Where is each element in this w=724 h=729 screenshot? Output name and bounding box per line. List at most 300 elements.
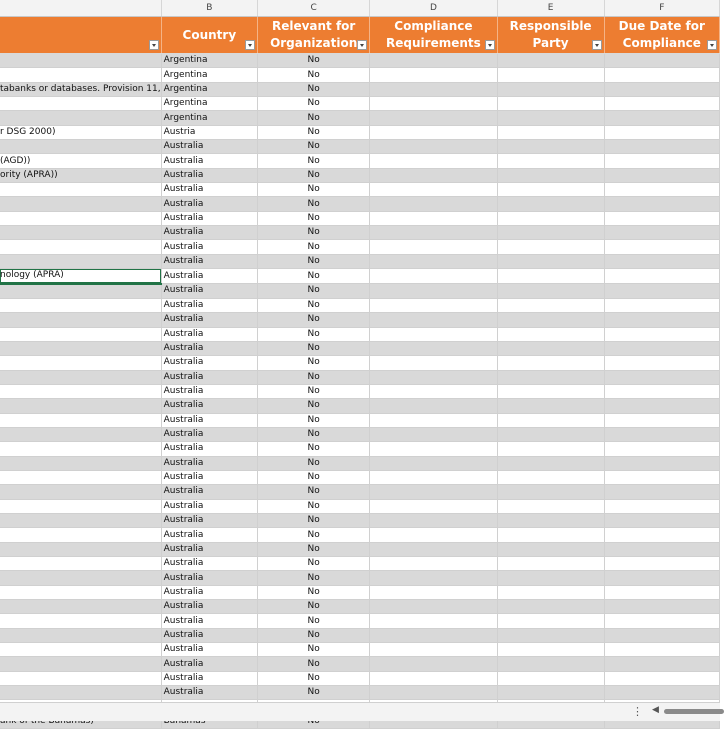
cell-requirements[interactable] (370, 226, 497, 240)
cell-requirements[interactable] (370, 628, 497, 642)
cell-name[interactable] (0, 470, 161, 484)
cell-party[interactable] (497, 68, 604, 82)
cell-name[interactable] (0, 643, 161, 657)
cell-party[interactable] (497, 140, 604, 154)
cell-party[interactable] (497, 111, 604, 125)
cell-country[interactable]: Australia (161, 197, 257, 211)
table-row (0, 600, 720, 614)
header-name[interactable] (0, 17, 161, 54)
cell-country[interactable]: Argentina (161, 54, 257, 68)
cell-due[interactable] (604, 341, 719, 355)
cell-name[interactable] (0, 557, 161, 571)
cell-party[interactable] (497, 154, 604, 168)
cell-party[interactable] (497, 254, 604, 268)
cell-country[interactable]: Australia (161, 254, 257, 268)
cell-name[interactable] (0, 657, 161, 671)
cell-due[interactable] (604, 168, 719, 182)
cell-requirements[interactable] (370, 97, 497, 111)
cell-party[interactable] (497, 628, 604, 642)
cell-due[interactable] (604, 485, 719, 499)
cell-relevant[interactable]: No (258, 154, 370, 168)
cell-name[interactable] (0, 254, 161, 268)
cell-relevant[interactable]: No (258, 442, 370, 456)
cell-due[interactable] (604, 600, 719, 614)
cell-due[interactable] (604, 284, 719, 299)
cell-party[interactable] (497, 327, 604, 341)
cell-name[interactable] (0, 442, 161, 456)
cell-relevant[interactable]: No (258, 240, 370, 254)
cell-due[interactable] (604, 327, 719, 341)
cell-name[interactable] (0, 298, 161, 312)
cell-party[interactable] (497, 456, 604, 470)
cell-party[interactable] (497, 442, 604, 456)
cell-due[interactable] (604, 111, 719, 125)
cell-country[interactable]: Australia (161, 442, 257, 456)
cell-party[interactable] (497, 600, 604, 614)
cell-country[interactable]: Australia (161, 384, 257, 398)
cell-relevant[interactable]: No (258, 226, 370, 240)
cell-requirements[interactable] (370, 671, 497, 685)
cell-requirements[interactable] (370, 341, 497, 355)
cell-relevant[interactable]: No (258, 97, 370, 111)
cell-relevant[interactable]: No (258, 197, 370, 211)
cell-requirements[interactable] (370, 442, 497, 456)
cell-name[interactable] (0, 499, 161, 513)
column-letter-c[interactable]: C (258, 0, 370, 17)
cell-name[interactable]: tabanks or databases. Provision 11, (0, 82, 161, 96)
cell-party[interactable] (497, 399, 604, 413)
cell-requirements[interactable] (370, 456, 497, 470)
filter-dropdown-icon[interactable] (485, 40, 495, 50)
cell-party[interactable] (497, 528, 604, 542)
cell-country[interactable]: Australia (161, 557, 257, 571)
cell-relevant[interactable]: No (258, 686, 370, 700)
cell-party[interactable] (497, 571, 604, 585)
cell-relevant[interactable]: No (258, 514, 370, 528)
cell-country[interactable]: Australia (161, 456, 257, 470)
cell-country[interactable]: Australia (161, 585, 257, 599)
cell-requirements[interactable] (370, 427, 497, 441)
cell-relevant[interactable]: No (258, 341, 370, 355)
cell-party[interactable] (497, 370, 604, 384)
filter-dropdown-icon[interactable] (149, 40, 159, 50)
cell-due[interactable] (604, 384, 719, 398)
cell-requirements[interactable] (370, 125, 497, 139)
cell-relevant[interactable]: No (258, 628, 370, 642)
cell-relevant[interactable]: No (258, 111, 370, 125)
cell-requirements[interactable] (370, 68, 497, 82)
cell-name[interactable] (0, 456, 161, 470)
cell-name[interactable] (0, 514, 161, 528)
cell-requirements[interactable] (370, 542, 497, 556)
cell-requirements[interactable] (370, 183, 497, 197)
cell-name[interactable] (0, 197, 161, 211)
cell-country[interactable]: Australia (161, 211, 257, 225)
column-letter-f[interactable]: F (604, 0, 719, 17)
cell-due[interactable] (604, 514, 719, 528)
cell-relevant[interactable]: No (258, 254, 370, 268)
cell-country[interactable]: Australia (161, 485, 257, 499)
table-row (0, 456, 720, 470)
cell-due[interactable] (604, 226, 719, 240)
cell-due[interactable] (604, 356, 719, 370)
column-letter-a[interactable] (0, 0, 161, 17)
cell-relevant[interactable]: No (258, 183, 370, 197)
cell-requirements[interactable] (370, 514, 497, 528)
horizontal-scrollbar[interactable] (664, 709, 724, 714)
cell-country[interactable]: Australia (161, 341, 257, 355)
cell-party[interactable] (497, 585, 604, 599)
cell-due[interactable] (604, 427, 719, 441)
cell-due[interactable] (604, 140, 719, 154)
cell-requirements[interactable] (370, 614, 497, 628)
cell-relevant[interactable]: No (258, 456, 370, 470)
cell-requirements[interactable] (370, 643, 497, 657)
cell-country[interactable]: Argentina (161, 82, 257, 96)
cell-name[interactable] (0, 413, 161, 427)
cell-party[interactable] (497, 686, 604, 700)
cell-requirements[interactable] (370, 600, 497, 614)
vertical-ellipsis-icon[interactable]: ⋮ (632, 705, 643, 718)
cell-relevant[interactable]: No (258, 657, 370, 671)
cell-party[interactable] (497, 313, 604, 327)
cell-relevant[interactable]: No (258, 585, 370, 599)
table-row (0, 82, 720, 96)
cell-country[interactable]: Australia (161, 226, 257, 240)
scroll-left-icon[interactable]: ◀ (652, 705, 659, 715)
cell-country[interactable]: Australia (161, 240, 257, 254)
cell-due[interactable] (604, 298, 719, 312)
filter-dropdown-icon[interactable] (707, 40, 717, 50)
cell-relevant[interactable]: No (258, 54, 370, 68)
cell-country[interactable]: Australia (161, 183, 257, 197)
cell-party[interactable] (497, 269, 604, 284)
cell-name[interactable] (0, 384, 161, 398)
cell-requirements[interactable] (370, 154, 497, 168)
cell-due[interactable] (604, 313, 719, 327)
cell-country[interactable]: Australia (161, 499, 257, 513)
cell-relevant[interactable]: No (258, 211, 370, 225)
cell-due[interactable] (604, 442, 719, 456)
cell-requirements[interactable] (370, 313, 497, 327)
cell-due[interactable] (604, 542, 719, 556)
cell-country[interactable]: Australia (161, 413, 257, 427)
cell-requirements[interactable] (370, 399, 497, 413)
cell-relevant[interactable]: No (258, 571, 370, 585)
cell-party[interactable] (497, 485, 604, 499)
cell-requirements[interactable] (370, 197, 497, 211)
cell-party[interactable] (497, 643, 604, 657)
cell-name[interactable]: ority (APRA)) (0, 168, 161, 182)
cell-relevant[interactable]: No (258, 643, 370, 657)
cell-requirements[interactable] (370, 571, 497, 585)
table-row (0, 284, 720, 299)
cell-relevant[interactable]: No (258, 125, 370, 139)
cell-name[interactable] (0, 600, 161, 614)
cell-party[interactable] (497, 341, 604, 355)
cell-due[interactable] (604, 183, 719, 197)
cell-country[interactable]: Australia (161, 298, 257, 312)
cell-name[interactable]: (AGD)) (0, 154, 161, 168)
cell-party[interactable] (497, 211, 604, 225)
cell-name[interactable] (0, 284, 161, 299)
cell-relevant[interactable]: No (258, 384, 370, 398)
cell-country[interactable]: Argentina (161, 111, 257, 125)
cell-party[interactable] (497, 240, 604, 254)
cell-country[interactable]: Australia (161, 370, 257, 384)
cell-requirements[interactable] (370, 384, 497, 398)
cell-country[interactable]: Australia (161, 628, 257, 642)
cell-requirements[interactable] (370, 485, 497, 499)
cell-country[interactable]: Australia (161, 671, 257, 685)
cell-country[interactable]: Australia (161, 643, 257, 657)
cell-name[interactable] (0, 211, 161, 225)
cell-country[interactable]: Australia (161, 614, 257, 628)
cell-requirements[interactable] (370, 298, 497, 312)
cell-party[interactable] (497, 298, 604, 312)
cell-name[interactable] (0, 240, 161, 254)
cell-requirements[interactable] (370, 686, 497, 700)
cell-due[interactable] (604, 97, 719, 111)
cell-due[interactable] (604, 671, 719, 685)
cell-country[interactable]: Australia (161, 427, 257, 441)
table-row (0, 614, 720, 628)
cell-relevant[interactable]: No (258, 399, 370, 413)
cell-due[interactable] (604, 628, 719, 642)
cell-name[interactable] (0, 686, 161, 700)
cell-due[interactable] (604, 125, 719, 139)
cell-relevant[interactable]: No (258, 327, 370, 341)
cell-country[interactable]: Australia (161, 600, 257, 614)
filter-dropdown-icon[interactable] (357, 40, 367, 50)
cell-relevant[interactable]: No (258, 671, 370, 685)
cell-name[interactable] (0, 54, 161, 68)
cell-relevant[interactable]: No (258, 427, 370, 441)
header-due[interactable] (604, 17, 719, 54)
cell-name[interactable] (0, 528, 161, 542)
cell-party[interactable] (497, 125, 604, 139)
cell-due[interactable] (604, 528, 719, 542)
cell-name[interactable] (0, 614, 161, 628)
cell-relevant[interactable]: No (258, 542, 370, 556)
cell-due[interactable] (604, 54, 719, 68)
cell-requirements[interactable] (370, 470, 497, 484)
cell-due[interactable] (604, 240, 719, 254)
cell-country[interactable]: Australia (161, 140, 257, 154)
cell-due[interactable] (604, 254, 719, 268)
cell-requirements[interactable] (370, 140, 497, 154)
cell-requirements[interactable] (370, 168, 497, 182)
cell-requirements[interactable] (370, 413, 497, 427)
cell-party[interactable] (497, 356, 604, 370)
cell-due[interactable] (604, 68, 719, 82)
cell-relevant[interactable]: No (258, 600, 370, 614)
cell-relevant[interactable]: No (258, 82, 370, 96)
cell-name[interactable] (0, 585, 161, 599)
cell-due[interactable] (604, 470, 719, 484)
cell-due[interactable] (604, 154, 719, 168)
filter-dropdown-icon[interactable] (245, 40, 255, 50)
cell-name[interactable] (0, 313, 161, 327)
cell-due[interactable] (604, 686, 719, 700)
cell-name[interactable] (0, 628, 161, 642)
column-letter-e[interactable]: E (497, 0, 604, 17)
cell-relevant[interactable]: No (258, 499, 370, 513)
header-country[interactable] (161, 17, 257, 54)
cell-party[interactable] (497, 82, 604, 96)
column-letter-d[interactable]: D (370, 0, 497, 17)
cell-requirements[interactable] (370, 528, 497, 542)
cell-relevant[interactable]: No (258, 298, 370, 312)
cell-name[interactable] (0, 327, 161, 341)
cell-relevant[interactable]: No (258, 168, 370, 182)
cell-country[interactable]: Australia (161, 470, 257, 484)
cell-party[interactable] (497, 427, 604, 441)
cell-party[interactable] (497, 614, 604, 628)
cell-name[interactable]: nology (APRA) (0, 269, 161, 284)
table-row (0, 254, 720, 268)
cell-due[interactable] (604, 614, 719, 628)
cell-due[interactable] (604, 571, 719, 585)
cell-requirements[interactable] (370, 284, 497, 299)
cell-requirements[interactable] (370, 82, 497, 96)
cell-requirements[interactable] (370, 499, 497, 513)
cell-name[interactable] (0, 226, 161, 240)
cell-party[interactable] (497, 226, 604, 240)
cell-relevant[interactable]: No (258, 485, 370, 499)
cell-relevant[interactable]: No (258, 284, 370, 299)
cell-relevant[interactable]: No (258, 356, 370, 370)
cell-name[interactable] (0, 542, 161, 556)
cell-due[interactable] (604, 585, 719, 599)
cell-country[interactable]: Australia (161, 686, 257, 700)
cell-country[interactable]: Australia (161, 154, 257, 168)
cell-country[interactable]: Australia (161, 542, 257, 556)
cell-name[interactable] (0, 571, 161, 585)
cell-country[interactable]: Australia (161, 571, 257, 585)
cell-country[interactable]: Australia (161, 168, 257, 182)
cell-party[interactable] (497, 284, 604, 299)
cell-country[interactable]: Austria (161, 125, 257, 139)
cell-requirements[interactable] (370, 356, 497, 370)
cell-country[interactable]: Australia (161, 327, 257, 341)
cell-country[interactable]: Australia (161, 657, 257, 671)
cell-requirements[interactable] (370, 54, 497, 68)
cell-relevant[interactable]: No (258, 370, 370, 384)
cell-due[interactable] (604, 211, 719, 225)
cell-due[interactable] (604, 557, 719, 571)
cell-requirements[interactable] (370, 254, 497, 268)
cell-party[interactable] (497, 514, 604, 528)
cell-requirements[interactable] (370, 211, 497, 225)
table-row (0, 125, 720, 139)
cell-country[interactable]: Australia (161, 514, 257, 528)
cell-name[interactable] (0, 671, 161, 685)
table-row (0, 485, 720, 499)
cell-country[interactable]: Australia (161, 528, 257, 542)
cell-name[interactable] (0, 370, 161, 384)
cell-party[interactable] (497, 54, 604, 68)
cell-party[interactable] (497, 657, 604, 671)
cell-relevant[interactable]: No (258, 528, 370, 542)
cell-name[interactable] (0, 140, 161, 154)
filter-dropdown-icon[interactable] (592, 40, 602, 50)
cell-name[interactable] (0, 97, 161, 111)
cell-name[interactable] (0, 399, 161, 413)
cell-party[interactable] (497, 413, 604, 427)
cell-party[interactable] (497, 470, 604, 484)
cell-relevant[interactable]: No (258, 470, 370, 484)
cell-party[interactable] (497, 557, 604, 571)
cell-party[interactable] (497, 183, 604, 197)
cell-country[interactable]: Argentina (161, 97, 257, 111)
cell-requirements[interactable] (370, 657, 497, 671)
cell-name[interactable] (0, 183, 161, 197)
cell-relevant[interactable]: No (258, 269, 370, 284)
cell-requirements[interactable] (370, 585, 497, 599)
cell-name[interactable]: r DSG 2000) (0, 125, 161, 139)
cell-party[interactable] (497, 168, 604, 182)
cell-requirements[interactable] (370, 111, 497, 125)
cell-relevant[interactable]: No (258, 313, 370, 327)
cell-party[interactable] (497, 499, 604, 513)
cell-due[interactable] (604, 499, 719, 513)
cell-party[interactable] (497, 97, 604, 111)
cell-due[interactable] (604, 370, 719, 384)
cell-party[interactable] (497, 384, 604, 398)
cell-relevant[interactable]: No (258, 557, 370, 571)
cell-requirements[interactable] (370, 370, 497, 384)
header-requirements[interactable] (370, 17, 497, 54)
cell-name[interactable] (0, 341, 161, 355)
cell-country[interactable]: Australia (161, 284, 257, 299)
column-letter-b[interactable]: B (161, 0, 257, 17)
cell-due[interactable] (604, 657, 719, 671)
cell-relevant[interactable]: No (258, 413, 370, 427)
cell-due[interactable] (604, 82, 719, 96)
cell-requirements[interactable] (370, 557, 497, 571)
header-relevant[interactable] (258, 17, 370, 54)
cell-due[interactable] (604, 456, 719, 470)
cell-country[interactable]: Australia (161, 313, 257, 327)
cell-due[interactable] (604, 413, 719, 427)
cell-party[interactable] (497, 671, 604, 685)
cell-due[interactable] (604, 399, 719, 413)
cell-country[interactable]: Australia (161, 399, 257, 413)
cell-requirements[interactable] (370, 240, 497, 254)
cell-name[interactable] (0, 111, 161, 125)
header-party[interactable] (497, 17, 604, 54)
cell-name[interactable] (0, 427, 161, 441)
cell-relevant[interactable]: No (258, 68, 370, 82)
cell-due[interactable] (604, 269, 719, 284)
cell-relevant[interactable]: No (258, 614, 370, 628)
cell-country[interactable]: Argentina (161, 68, 257, 82)
cell-due[interactable] (604, 197, 719, 211)
cell-relevant[interactable]: No (258, 140, 370, 154)
table-row (0, 370, 720, 384)
cell-party[interactable] (497, 197, 604, 211)
cell-due[interactable] (604, 643, 719, 657)
cell-name[interactable] (0, 356, 161, 370)
cell-name[interactable] (0, 68, 161, 82)
cell-country[interactable]: Australia (161, 269, 257, 284)
cell-party[interactable] (497, 542, 604, 556)
cell-country[interactable]: Australia (161, 356, 257, 370)
cell-name[interactable] (0, 485, 161, 499)
cell-requirements[interactable] (370, 327, 497, 341)
cell-requirements[interactable] (370, 269, 497, 284)
